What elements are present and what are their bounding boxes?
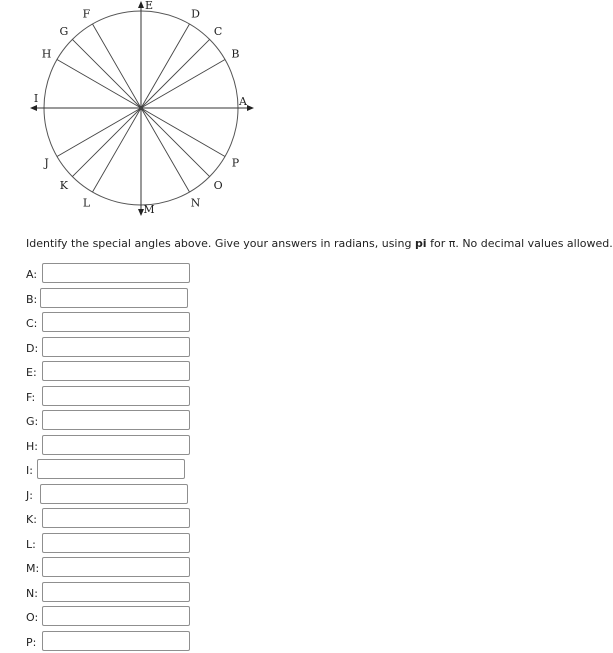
answer-label: I:: [26, 464, 33, 477]
radius-line-c: [141, 39, 210, 108]
point-label-n: N: [190, 196, 201, 210]
answer-label: D:: [26, 341, 39, 355]
radius-line-g: [72, 39, 141, 108]
answer-input-d[interactable]: [42, 337, 190, 357]
answer-input-h[interactable]: [42, 435, 190, 455]
y-axis-arrow-up: [138, 1, 144, 8]
instructions-text-1: Identify the special angles above. Give your answers in radians, using: [26, 237, 415, 250]
point-label-f: F: [82, 7, 91, 21]
x-axis-arrow-left: [30, 105, 37, 111]
point-label-o: O: [213, 179, 223, 193]
instructions-text-2: for π. No decimal values allowed.: [426, 237, 613, 250]
unit-circle-svg: [24, 0, 262, 222]
answer-input-m[interactable]: [42, 557, 190, 577]
answer-input-g[interactable]: [42, 410, 190, 430]
radius-line-f: [93, 24, 142, 108]
answer-input-p[interactable]: [42, 631, 190, 651]
point-label-m: M: [143, 203, 155, 216]
point-label-p: P: [231, 156, 240, 170]
point-label-d: D: [191, 7, 200, 21]
answer-label: M:: [26, 562, 40, 575]
radius-line-b: [141, 60, 225, 109]
radius-line-p: [141, 108, 225, 157]
point-label-j: J: [44, 156, 49, 170]
radius-line-l: [93, 108, 142, 192]
answer-label: F:: [26, 390, 36, 404]
point-label-e: E: [144, 0, 154, 12]
answer-input-j[interactable]: [40, 484, 188, 504]
answer-input-f[interactable]: [42, 386, 190, 406]
answer-input-l[interactable]: [42, 533, 190, 553]
answer-label: E:: [26, 366, 37, 379]
radius-line-k: [72, 108, 141, 177]
instructions: [26, 237, 613, 250]
point-label-l: L: [82, 196, 91, 210]
answer-input-o[interactable]: [42, 606, 190, 626]
answer-label: N:: [26, 586, 38, 600]
answer-label: H:: [26, 439, 38, 453]
point-label-i: I: [33, 92, 39, 105]
instructions-bold-pi: pi: [414, 237, 427, 250]
answer-input-b[interactable]: [40, 288, 188, 308]
answer-input-n[interactable]: [42, 582, 190, 602]
answer-label: O:: [26, 611, 39, 624]
point-label-c: C: [213, 24, 223, 38]
answer-input-i[interactable]: [37, 459, 185, 479]
unit-circle-figure: [24, 0, 262, 222]
answer-label: B:: [26, 292, 38, 306]
radius-line-j: [57, 108, 141, 157]
answer-label: P:: [26, 635, 37, 649]
point-label-a: A: [239, 95, 247, 108]
answer-label: K:: [26, 513, 37, 526]
answer-label: A:: [26, 268, 38, 281]
point-label-h: H: [41, 47, 52, 61]
x-axis-arrow-right: [247, 105, 254, 111]
answer-label: J:: [26, 488, 33, 502]
answer-input-c[interactable]: [42, 312, 190, 332]
radius-line-h: [57, 60, 141, 109]
point-label-b: B: [231, 47, 240, 61]
answer-input-a[interactable]: [42, 263, 190, 283]
answer-input-e[interactable]: [42, 361, 190, 381]
answer-input-k[interactable]: [42, 508, 190, 528]
point-label-k: K: [59, 179, 69, 193]
radius-line-d: [141, 24, 190, 108]
answer-label: G:: [26, 415, 39, 428]
radius-line-n: [141, 108, 190, 192]
answer-label: L:: [26, 537, 36, 551]
answer-label: C:: [26, 317, 38, 330]
point-label-g: G: [59, 24, 69, 38]
radius-line-o: [141, 108, 210, 177]
